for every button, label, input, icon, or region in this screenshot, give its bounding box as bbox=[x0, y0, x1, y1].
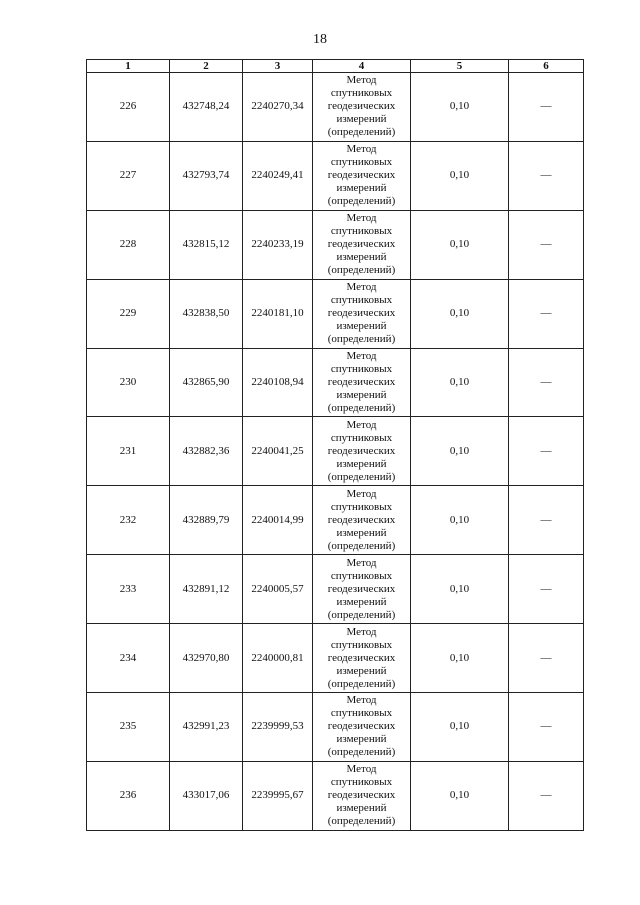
coordinate-x-cell: 432748,24 bbox=[170, 73, 243, 142]
accuracy-cell: 0,10 bbox=[411, 761, 509, 830]
method-line: спутниковых bbox=[330, 638, 393, 651]
method-line: геодезических bbox=[327, 582, 396, 595]
method-line: измерений bbox=[336, 733, 387, 746]
method-line: геодезических bbox=[327, 307, 396, 320]
coordinate-x-cell: 432991,23 bbox=[170, 693, 243, 762]
coordinate-y-cell: 2240249,41 bbox=[243, 141, 313, 210]
method-line: измерений bbox=[336, 802, 387, 815]
method-cell bbox=[313, 555, 411, 624]
coordinate-x-cell: 432891,12 bbox=[170, 555, 243, 624]
method-line: Метод bbox=[346, 763, 377, 776]
table-header bbox=[87, 60, 584, 73]
method-line: Метод bbox=[346, 212, 377, 225]
method-cell bbox=[313, 348, 411, 417]
method-cell bbox=[313, 73, 411, 142]
method-line: Метод bbox=[346, 418, 377, 431]
method-line: измерений bbox=[336, 664, 387, 677]
method-line: спутниковых bbox=[330, 707, 393, 720]
method-line: Метод bbox=[346, 694, 377, 707]
point-number-cell: 226 bbox=[87, 73, 170, 142]
table-row bbox=[87, 624, 584, 693]
accuracy-cell: 0,10 bbox=[411, 141, 509, 210]
coordinate-y-cell: 2240005,57 bbox=[243, 555, 313, 624]
method-line: (определений) bbox=[327, 195, 396, 208]
method-cell bbox=[313, 279, 411, 348]
method-line: (определений) bbox=[327, 402, 396, 414]
accuracy-cell: 0,10 bbox=[411, 279, 509, 348]
note-cell: — bbox=[509, 348, 584, 417]
method-line: Метод bbox=[346, 487, 377, 500]
method-line: геодезических bbox=[327, 651, 396, 664]
note-cell: — bbox=[509, 693, 584, 762]
method-line: спутниковых bbox=[330, 294, 393, 307]
accuracy-cell: 0,10 bbox=[411, 348, 509, 417]
point-number-cell: 229 bbox=[87, 279, 170, 348]
column-header-3: 3 bbox=[243, 60, 313, 73]
method-line: геодезических bbox=[327, 513, 396, 526]
method-line: Метод bbox=[346, 350, 377, 362]
note-cell: — bbox=[509, 761, 584, 830]
method-line: (определений) bbox=[327, 470, 396, 483]
coordinate-x-cell: 432882,36 bbox=[170, 417, 243, 486]
table-row bbox=[87, 348, 584, 417]
point-number-cell: 236 bbox=[87, 761, 170, 830]
method-line: измерений bbox=[336, 113, 387, 126]
method-line: (определений) bbox=[327, 608, 396, 621]
point-number-cell: 227 bbox=[87, 141, 170, 210]
coordinate-y-cell: 2239999,53 bbox=[243, 693, 313, 762]
table-body bbox=[87, 73, 584, 831]
coordinate-y-cell: 2240014,99 bbox=[243, 486, 313, 555]
note-cell: — bbox=[509, 279, 584, 348]
method-line: спутниковых bbox=[330, 225, 393, 238]
method-line: геодезических bbox=[327, 720, 396, 733]
point-number-cell: 233 bbox=[87, 555, 170, 624]
table-row bbox=[87, 417, 584, 486]
method-line: измерений bbox=[336, 526, 387, 539]
coordinate-x-cell: 432970,80 bbox=[170, 624, 243, 693]
method-line: (определений) bbox=[327, 677, 396, 690]
coordinate-x-cell: 432865,90 bbox=[170, 348, 243, 417]
note-cell: — bbox=[509, 555, 584, 624]
column-header-1: 1 bbox=[87, 60, 170, 73]
point-number-cell: 235 bbox=[87, 693, 170, 762]
table-row bbox=[87, 486, 584, 555]
column-header-6: 6 bbox=[509, 60, 584, 73]
method-cell bbox=[313, 210, 411, 279]
method-cell bbox=[313, 141, 411, 210]
point-number-cell: 234 bbox=[87, 624, 170, 693]
column-header-5: 5 bbox=[411, 60, 509, 73]
method-line: измерений bbox=[336, 595, 387, 608]
method-cell bbox=[313, 693, 411, 762]
coordinate-x-cell: 433017,06 bbox=[170, 761, 243, 830]
method-line: (определений) bbox=[327, 539, 396, 552]
note-cell: — bbox=[509, 624, 584, 693]
coordinate-y-cell: 2240181,10 bbox=[243, 279, 313, 348]
method-line: спутниковых bbox=[330, 500, 393, 513]
method-line: Метод bbox=[346, 556, 377, 569]
coordinate-x-cell: 432889,79 bbox=[170, 486, 243, 555]
method-line: (определений) bbox=[327, 746, 396, 759]
method-line: (определений) bbox=[327, 264, 396, 277]
point-number-cell: 228 bbox=[87, 210, 170, 279]
coordinates-table bbox=[86, 59, 584, 831]
column-header-4: 4 bbox=[313, 60, 411, 73]
note-cell: — bbox=[509, 73, 584, 142]
accuracy-cell: 0,10 bbox=[411, 73, 509, 142]
method-line: Метод bbox=[346, 74, 377, 87]
table-row bbox=[87, 761, 584, 830]
method-line: спутниковых bbox=[330, 363, 393, 375]
method-line: спутниковых bbox=[330, 569, 393, 582]
method-line: спутниковых bbox=[330, 87, 393, 100]
note-cell: — bbox=[509, 141, 584, 210]
table-row bbox=[87, 693, 584, 762]
accuracy-cell: 0,10 bbox=[411, 624, 509, 693]
table-row bbox=[87, 279, 584, 348]
coordinate-y-cell: 2240000,81 bbox=[243, 624, 313, 693]
method-cell bbox=[313, 761, 411, 830]
note-cell: — bbox=[509, 486, 584, 555]
method-line: Метод bbox=[346, 281, 377, 294]
accuracy-cell: 0,10 bbox=[411, 693, 509, 762]
method-line: геодезических bbox=[327, 100, 396, 113]
table-row bbox=[87, 141, 584, 210]
method-line: Метод bbox=[346, 625, 377, 638]
point-number-cell: 231 bbox=[87, 417, 170, 486]
method-line: измерений bbox=[336, 251, 387, 264]
column-header-2: 2 bbox=[170, 60, 243, 73]
method-line: геодезических bbox=[327, 169, 396, 182]
accuracy-cell: 0,10 bbox=[411, 555, 509, 624]
accuracy-cell: 0,10 bbox=[411, 486, 509, 555]
method-line: измерений bbox=[336, 389, 387, 401]
method-cell bbox=[313, 417, 411, 486]
table-row bbox=[87, 73, 584, 142]
method-line: спутниковых bbox=[330, 156, 393, 169]
method-line: (определений) bbox=[327, 333, 396, 346]
method-line: (определений) bbox=[327, 126, 396, 139]
accuracy-cell: 0,10 bbox=[411, 417, 509, 486]
method-line: геодезических bbox=[327, 789, 396, 802]
method-line: спутниковых bbox=[330, 431, 393, 444]
coordinate-x-cell: 432838,50 bbox=[170, 279, 243, 348]
accuracy-cell: 0,10 bbox=[411, 210, 509, 279]
coordinate-y-cell: 2240270,34 bbox=[243, 73, 313, 142]
coordinate-x-cell: 432815,12 bbox=[170, 210, 243, 279]
coordinate-y-cell: 2240233,19 bbox=[243, 210, 313, 279]
coordinate-x-cell: 432793,74 bbox=[170, 141, 243, 210]
method-line: измерений bbox=[336, 320, 387, 333]
method-line: Метод bbox=[346, 143, 377, 156]
method-line: геодезических bbox=[327, 238, 396, 251]
method-line: измерений bbox=[336, 457, 387, 470]
page-number: 18 bbox=[313, 32, 327, 47]
note-cell: — bbox=[509, 210, 584, 279]
header-row bbox=[87, 60, 584, 73]
coordinate-y-cell: 2239995,67 bbox=[243, 761, 313, 830]
method-cell bbox=[313, 624, 411, 693]
point-number-cell: 232 bbox=[87, 486, 170, 555]
method-line: спутниковых bbox=[330, 776, 393, 789]
method-line: (определений) bbox=[327, 815, 396, 828]
coordinate-y-cell: 2240108,94 bbox=[243, 348, 313, 417]
method-line: геодезических bbox=[327, 444, 396, 457]
table-row bbox=[87, 555, 584, 624]
method-cell bbox=[313, 486, 411, 555]
method-line: геодезических bbox=[327, 376, 396, 388]
table-row bbox=[87, 210, 584, 279]
point-number-cell: 230 bbox=[87, 348, 170, 417]
coordinate-y-cell: 2240041,25 bbox=[243, 417, 313, 486]
note-cell: — bbox=[509, 417, 584, 486]
method-line: измерений bbox=[336, 182, 387, 195]
